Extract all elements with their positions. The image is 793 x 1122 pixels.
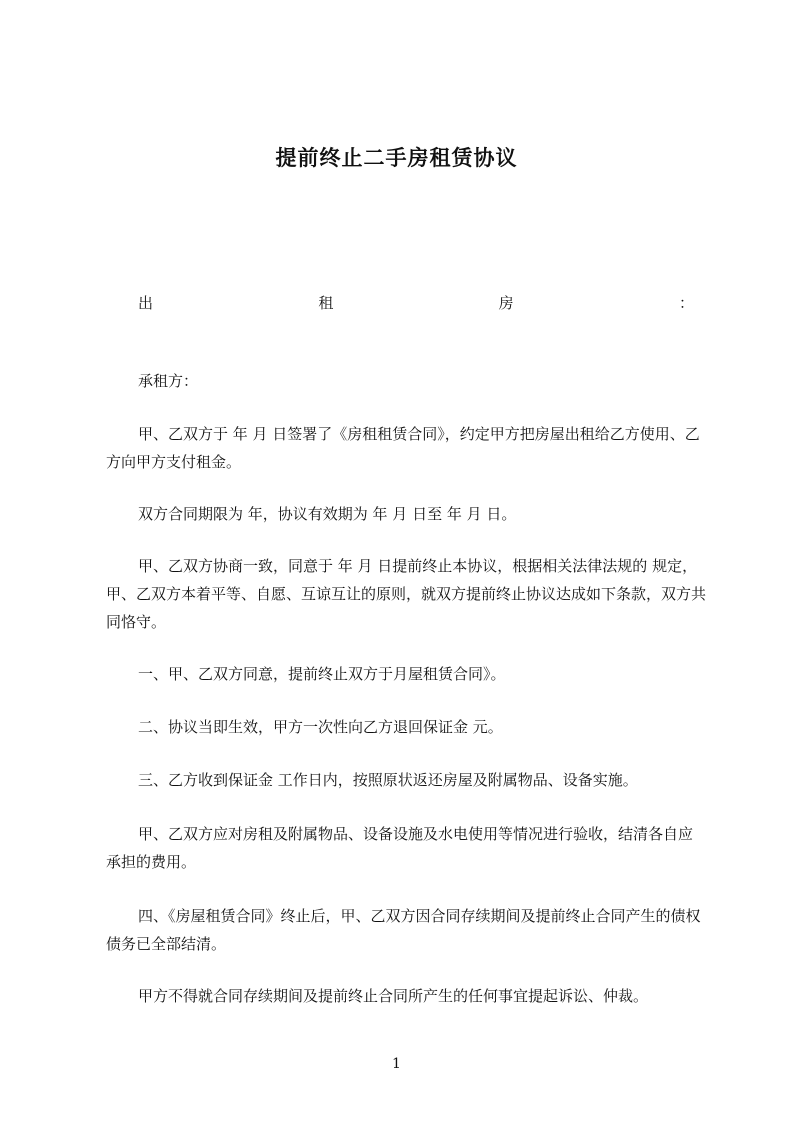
lessor-line <box>138 292 694 313</box>
paragraph-term: 双方合同期限为 年，协议有效期为 年 月 日至 年 月 日。 <box>138 505 517 523</box>
lessor-char: 房 <box>498 294 514 312</box>
clause-one: 一、甲、乙双方同意，提前终止双方于月屋租赁合同》。 <box>138 665 506 683</box>
lessor-char: 出 <box>138 294 154 312</box>
lessor-char: 租 <box>318 294 334 312</box>
document-title: 提前终止二手房租赁协议 <box>275 146 518 170</box>
lessee-label: 承租方： <box>138 372 199 390</box>
clause-three: 三、乙方收到保证金 工作日内，按照原状返还房屋及附属物品、设备实施。 <box>138 771 638 789</box>
clause-two: 二、协议当即生效，甲方一次性向乙方退回保证金 元。 <box>138 718 503 736</box>
clause-four: 四、《房屋租赁合同》终止后，甲、乙双方因合同存续期间及提前终止合同产生的债权债务已全部结清。 <box>106 907 701 953</box>
paragraph-inspection: 甲、乙双方应对房租及附属物品、设备设施及水电使用等情况进行验收，结清各自应承担的费用。 <box>106 825 694 871</box>
lessor-char: ： <box>678 294 694 312</box>
paragraph-no-litigation: 甲方不得就合同存续期间及提前终止合同所产生的任何事宜提起诉讼、仲裁。 <box>138 987 649 1005</box>
paragraph-agreement: 甲、乙双方协商一致，同意于 年 月 日提前终止本协议，根据相关法律法规的 规定，甲、乙双方本着平等、自愿、互谅互让的原则，就双方提前终止协议达成如下条款，双方共同恪守。 <box>106 557 707 631</box>
page-number: 1 <box>392 1056 401 1072</box>
paragraph-signing: 甲、乙双方于 年 月 日签署了《房租租赁合同》，约定甲方把房屋出租给乙方使用、乙方向甲方支付租金。 <box>106 425 700 471</box>
